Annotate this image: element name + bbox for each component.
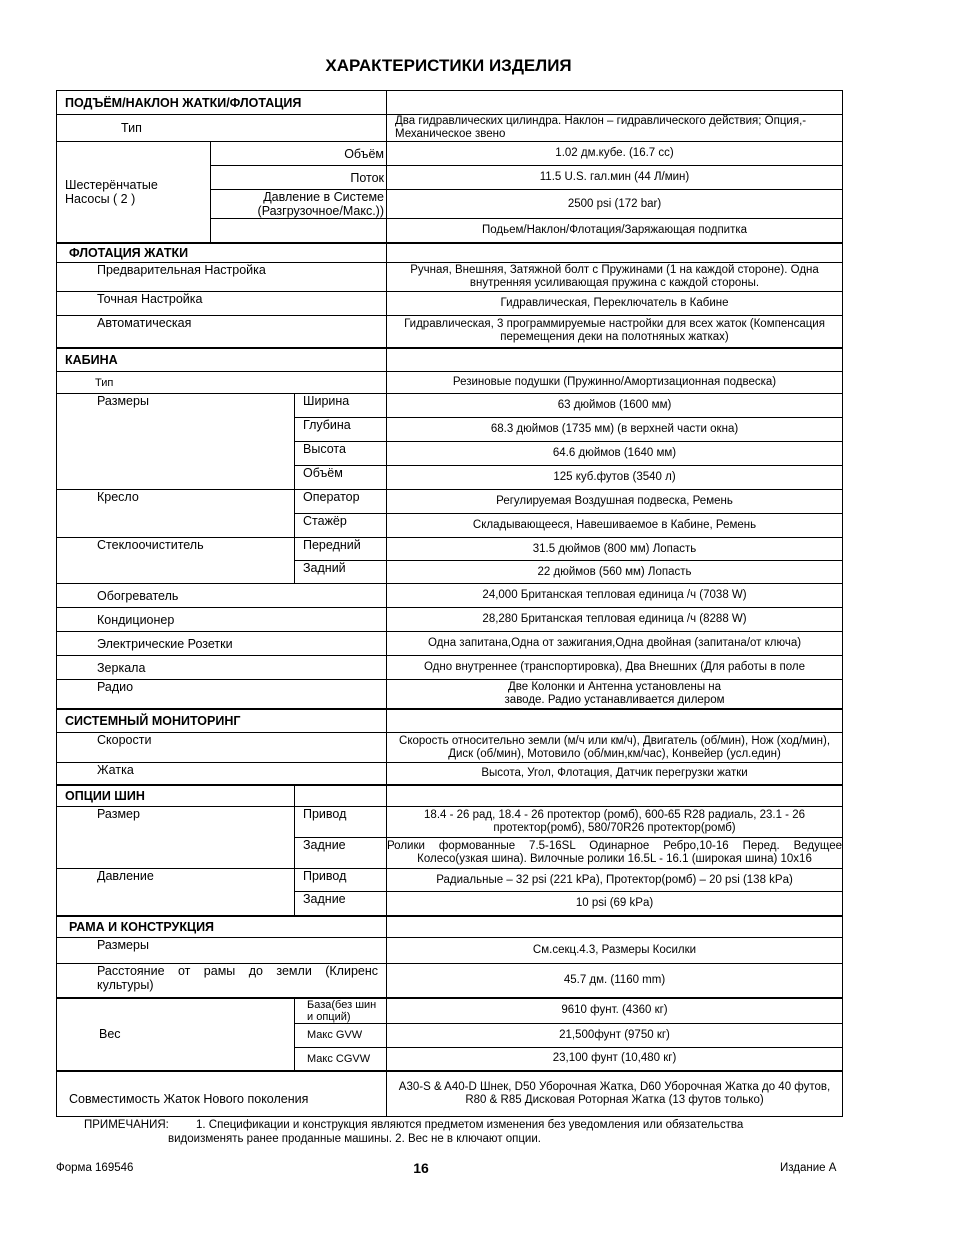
section-header-float: ФЛОТАЦИЯ ЖАТКИ	[57, 243, 387, 263]
spec-table	[56, 90, 843, 1117]
row-label: Давление	[57, 869, 295, 916]
edition: Издание А	[780, 1162, 837, 1174]
row-label: Зеркала	[57, 656, 387, 680]
row-label: Совместимость Жаток Нового поколения	[57, 1071, 387, 1116]
row-value: 11.5 U.S. гал.мин (44 Л/мин)	[387, 166, 843, 190]
row-value: Гидравлическая, Переключатель в Кабине	[387, 292, 843, 316]
row-value: 22 дюймов (560 мм) Лопасть	[387, 561, 843, 584]
row-value: 64.6 дюймов (1640 мм)	[387, 442, 843, 466]
row-value: Подьем/Наклон/Флотация/Заряжающая подпитка	[387, 219, 843, 243]
row-label: Объём	[295, 466, 387, 490]
row-value: 31.5 дюймов (800 мм) Лопасть	[387, 538, 843, 561]
notes	[84, 1118, 814, 1146]
row-value: Ручная, Внешняя, Затяжной болт с Пружинами (1 на каждой стороне). Одна внутренняя усиливающая пружина с каждой стороны.	[387, 263, 843, 292]
row-label: Передний	[295, 538, 387, 561]
row-value: Гидравлическая, 3 программируемые настройки для всех жаток (Компенсация перемещения деки на полотняных жатках)	[387, 316, 843, 348]
empty-cell	[295, 785, 387, 807]
section-header-lift: ПОДЪЁМ/НАКЛОН ЖАТКИ/ФЛОТАЦИЯ	[57, 91, 387, 115]
empty-cell	[387, 785, 843, 807]
row-value: 1.02 дм.кубе. (16.7 cc)	[387, 142, 843, 166]
row-value: Радиальные – 32 psi (221 kPa), Протектор(ромб) – 20 psi (138 kPa)	[387, 869, 843, 892]
section-header-frame: РАМА И КОНСТРУКЦИЯ	[57, 916, 387, 938]
row-value: Регулируемая Воздушная подвеска, Ремень	[387, 490, 843, 514]
row-label: Высота	[295, 442, 387, 466]
row-value: Высота, Угол, Флотация, Датчик перегрузки жатки	[387, 763, 843, 785]
row-label: Задний	[295, 561, 387, 584]
row-label: Тип	[57, 372, 387, 394]
row-value: 10 psi (69 kPa)	[387, 892, 843, 916]
row-label: Макс CGVW	[295, 1047, 387, 1071]
row-value: 28,280 Британская тепловая единица /ч (8288 W)	[387, 608, 843, 632]
row-label: Кресло	[57, 490, 295, 538]
row-label: Размеры	[57, 394, 295, 490]
row-label: Скорости	[57, 733, 387, 763]
empty-cell	[387, 243, 843, 263]
empty-cell	[387, 709, 843, 733]
row-value: Одна запитана,Одна от зажигания,Одна двойная (запитана/от ключа)	[387, 632, 843, 656]
row-label: Объём	[211, 142, 387, 166]
page-number: 16	[413, 1160, 429, 1176]
row-label: Поток	[211, 166, 387, 190]
section-header-monitoring: СИСТЕМНЫЙ МОНИТОРИНГ	[57, 709, 387, 733]
row-label: Привод	[295, 869, 387, 892]
row-label: Радио	[57, 680, 387, 709]
notes-line: видоизменять ранее проданные машины. 2. Вес не в ключают опции.	[168, 1133, 541, 1145]
row-value: Скорость относительно земли (м/ч или км/ч), Двигатель (об/мин), Нож (ход/мин), Диск (об/мин), Мотовило (об/мин,км/час), Конвейер (усл.един)	[387, 733, 843, 763]
pumps-label: Шестерёнчатые Насосы ( 2 )	[57, 142, 211, 243]
row-label: Оператор	[295, 490, 387, 514]
row-value: 45.7 дм. (1160 mm)	[387, 964, 843, 998]
notes-label: ПРИМЕЧАНИЯ:	[84, 1119, 169, 1131]
row-label: Привод	[295, 807, 387, 838]
row-label: Давление в Системе (Разгрузочное/Макс.))	[211, 190, 387, 219]
row-value: 21,500фунт (9750 кг)	[387, 1023, 843, 1047]
row-label: Размер	[57, 807, 295, 869]
row-label: Кондиционер	[57, 608, 387, 632]
row-value: 18.4 - 26 рад, 18.4 - 26 протектор (ромб), 600-65 R28 радиаль, 23.1 - 26 протектор(ромб), 580/70R26 протектор(ромб)	[387, 807, 843, 838]
row-label: Размеры	[57, 938, 387, 964]
form-number: Форма 169546	[56, 1162, 134, 1174]
row-value: 63 дюймов (1600 мм)	[387, 394, 843, 418]
row-value: 23,100 фунт (10,480 кг)	[387, 1047, 843, 1071]
row-label: Задние	[295, 838, 387, 869]
row-label: Вес	[57, 998, 295, 1072]
empty-cell	[387, 91, 843, 115]
notes-line: 1. Спецификации и конструкция являются предметом изменения без уведомления или обязательства	[196, 1119, 744, 1131]
row-value: 9610 фунт. (4360 кг)	[387, 998, 843, 1024]
row-value: См.секц.4.3, Размеры Косилки	[387, 938, 843, 964]
row-value: Две Колонки и Антенна установлены на заводе. Радио устанавливается дилером	[387, 680, 843, 709]
row-label: Макс GVW	[295, 1023, 387, 1047]
row-value: A30-S & A40-D Шнек, D50 Уборочная Жатка, D60 Уборочная Жатка до 40 футов, R80 & R85 Дисковая Роторная Жатка (13 футов только)	[387, 1071, 843, 1116]
row-label: Глубина	[295, 418, 387, 442]
row-label: Стеклоочиститель	[57, 538, 295, 584]
row-label: База(без шин и опций)	[295, 998, 387, 1024]
empty-cell	[387, 916, 843, 938]
row-label: Расстояние от рамы до земли (Клиренс культуры)	[57, 964, 387, 998]
row-value: Резиновые подушки (Пружинно/Амортизационная подвеска)	[387, 372, 843, 394]
row-value: 125 куб.футов (3540 л)	[387, 466, 843, 490]
row-label: Электрические Розетки	[57, 632, 387, 656]
row-value: Одно внутреннее (транспортировка), Два Внешних (Для работы в поле	[387, 656, 843, 680]
row-value: Ролики формованные 7.5-16SL Одинарное Ребро,10-16 Перед. Ведущее Колесо(узкая шина). Вилочные ролики 16.5L - 16.1 (широкая шина) 10x16	[387, 838, 843, 869]
page-title: ХАРАКТЕРИСТИКИ ИЗДЕЛИЯ	[325, 56, 572, 75]
row-value: Два гидравлических цилиндра. Наклон – гидравлического действия; Опция,- Механическое звено	[387, 115, 843, 142]
row-label: Обогреватель	[57, 584, 387, 608]
row-label: Тип	[57, 115, 387, 142]
row-label: Ширина	[295, 394, 387, 418]
row-label: Стажёр	[295, 514, 387, 538]
row-value: 2500 psi (172 bar)	[387, 190, 843, 219]
section-header-cab: КАБИНА	[57, 348, 387, 372]
empty-cell	[387, 348, 843, 372]
row-value: Складывающееся, Навешиваемое в Кабине, Ремень	[387, 514, 843, 538]
row-value: 24,000 Британская тепловая единица /ч (7038 W)	[387, 584, 843, 608]
row-label: Жатка	[57, 763, 387, 785]
row-label: Задние	[295, 892, 387, 916]
row-label: Точная Настройка	[57, 292, 387, 316]
section-header-tires: ОПЦИИ ШИН	[57, 785, 295, 807]
empty-cell	[211, 219, 387, 243]
row-value: 68.3 дюймов (1735 мм) (в верхней части окна)	[387, 418, 843, 442]
row-label: Автоматическая	[57, 316, 387, 348]
row-label: Предварительная Настройка	[57, 263, 387, 292]
